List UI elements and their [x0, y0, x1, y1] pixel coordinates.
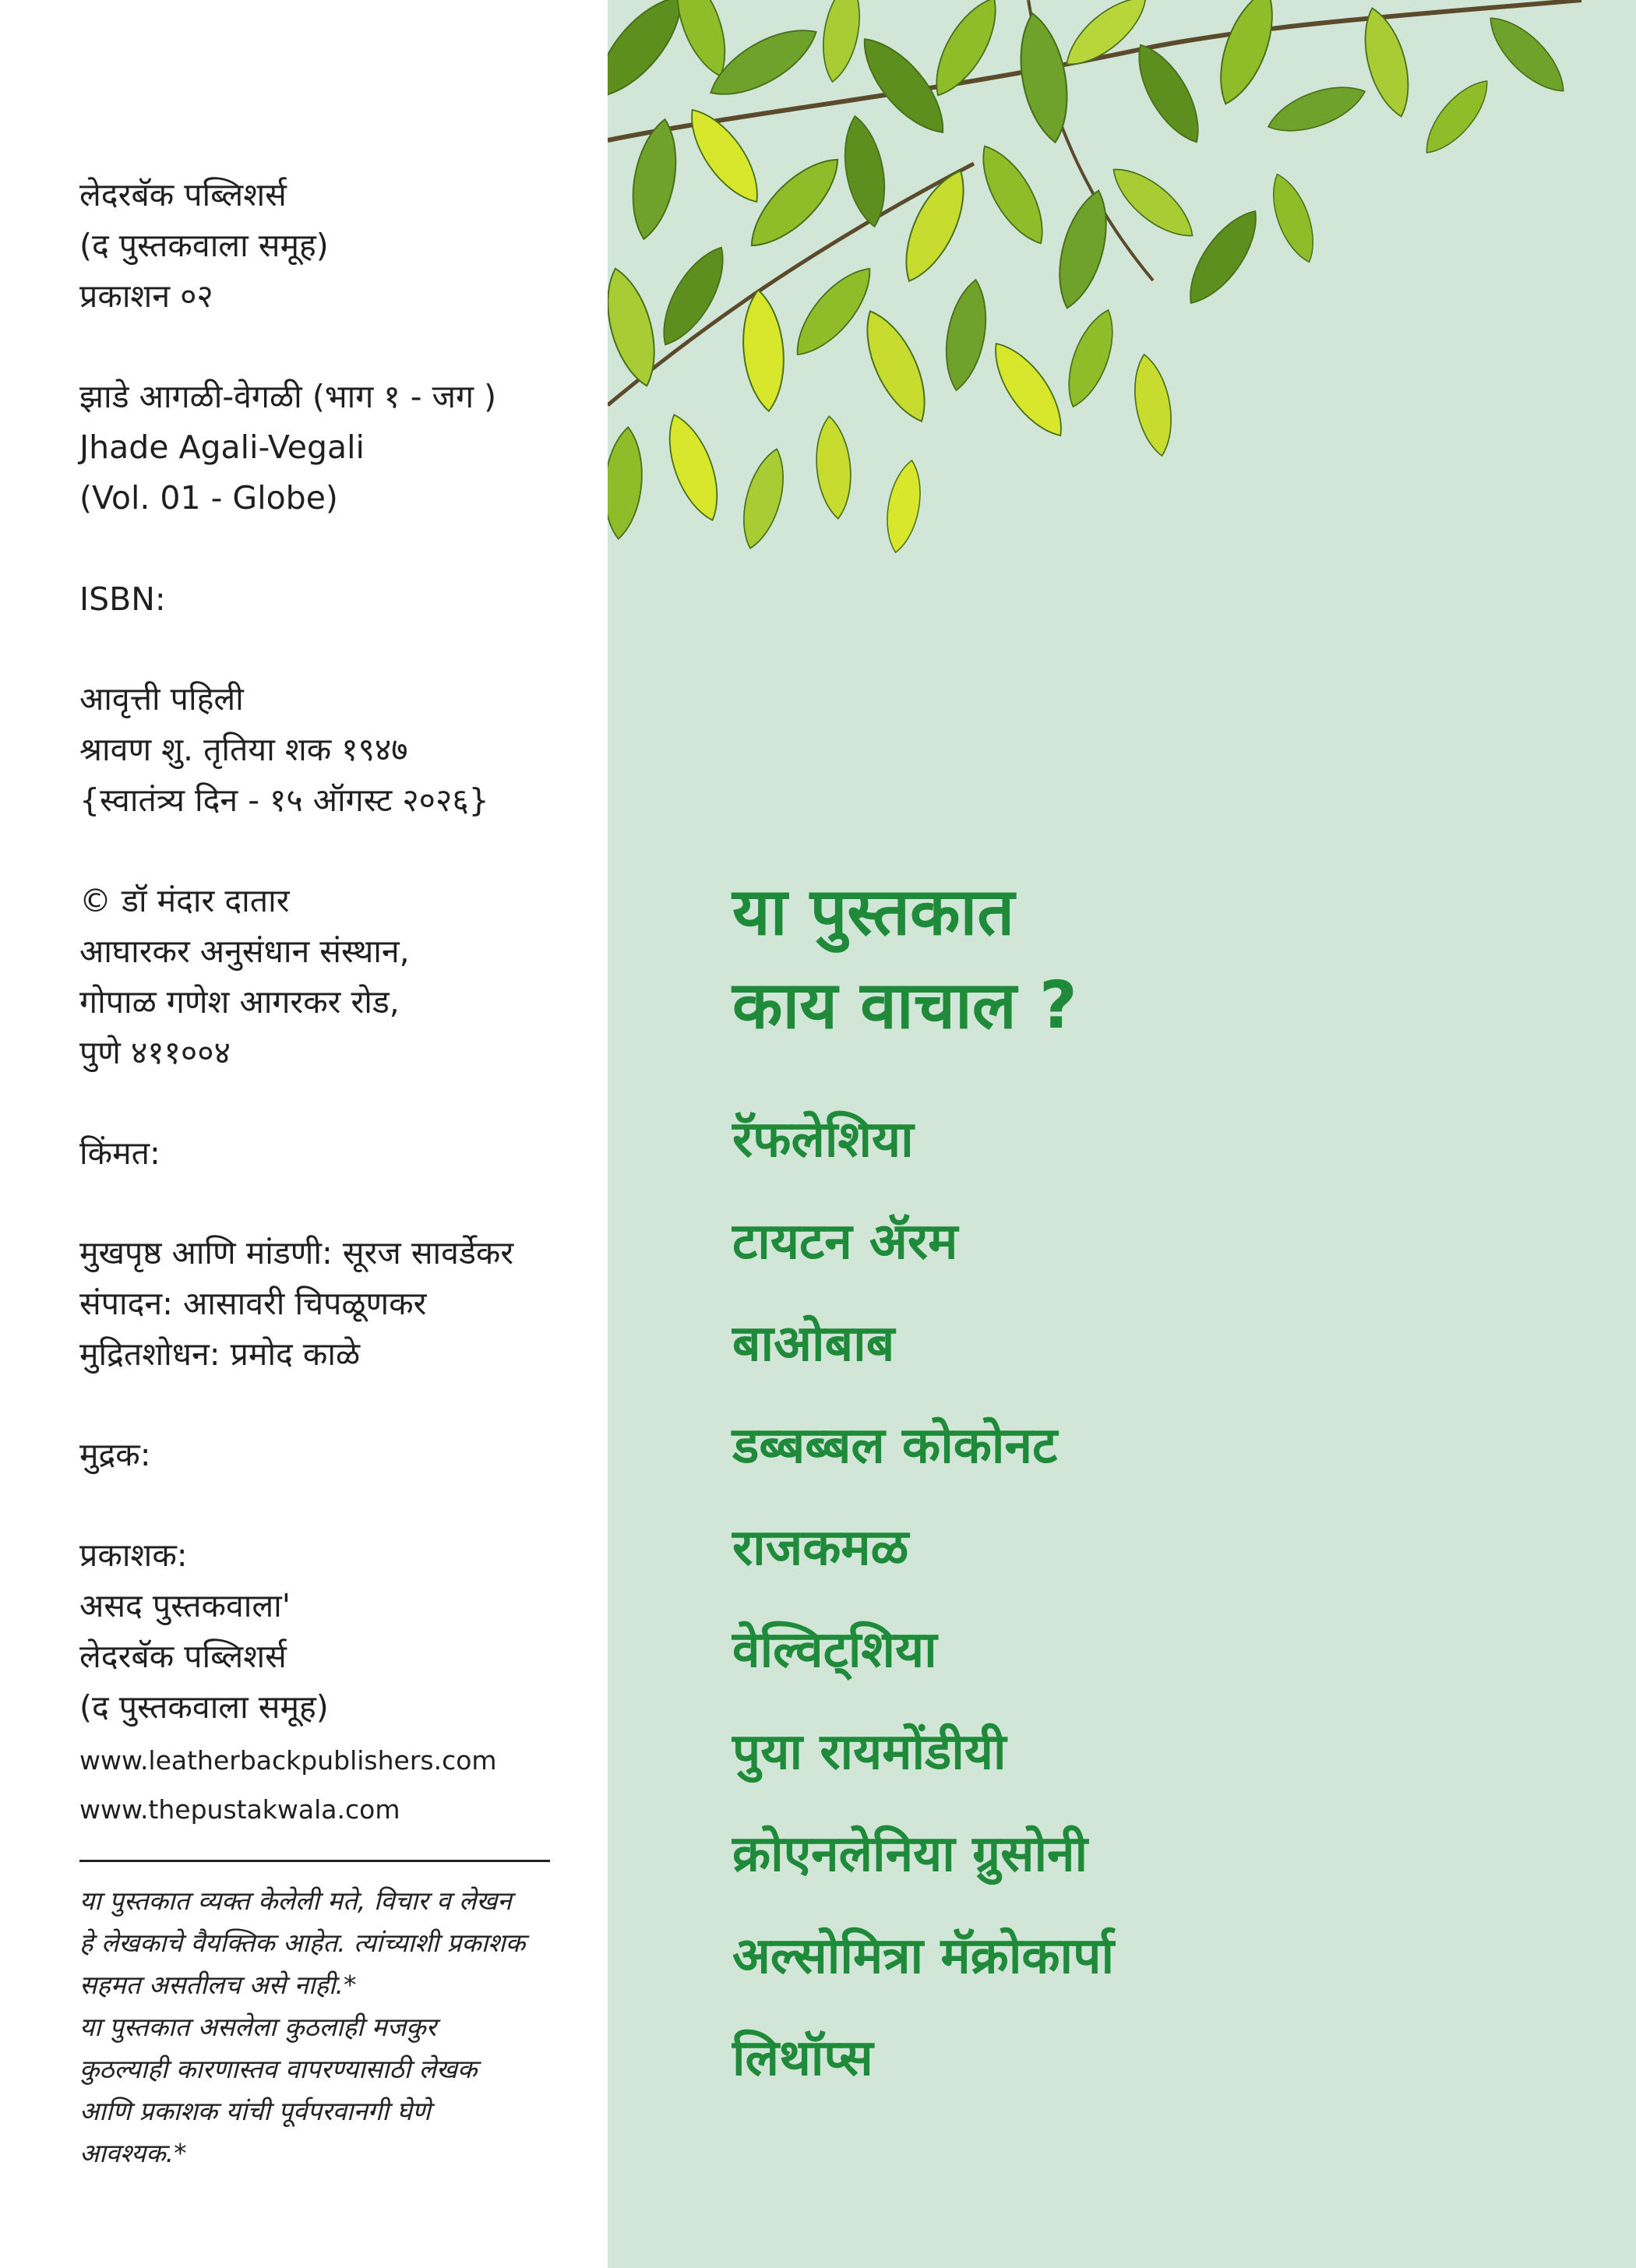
publisher-person: असद पुस्तकवाला' — [79, 1587, 291, 1624]
contents-heading: काय वाचाल ? — [732, 967, 1077, 1043]
contents-panel — [608, 0, 1636, 2268]
contents-item: राजकमळ — [732, 1519, 909, 1577]
contents-item: वेल्विट्शिया — [732, 1621, 937, 1679]
isbn-label: ISBN: — [79, 580, 166, 618]
publisher-label: प्रकाशक: — [79, 1536, 188, 1574]
contents-item: रॅफलेशिया — [732, 1111, 914, 1169]
volume-label: (Vol. 01 - Globe) — [79, 479, 338, 517]
contents-item: अल्सोमित्रा मॅक्रोकार्पा — [732, 1928, 1115, 1985]
disclaimer-line: या पुस्तकात व्यक्त केलेली मते, विचार व लेखन — [79, 1885, 512, 1916]
book-title-roman: Jhade Agali-Vegali — [79, 429, 365, 466]
proofreading-credit: मुद्रितशोधन: प्रमोद काळे — [79, 1335, 361, 1373]
disclaimer-line: आवश्यक.* — [79, 2138, 187, 2168]
publisher-name: लेदरबॅक पब्लिशर्स — [79, 176, 287, 213]
edition-label: आवृत्ती पहिली — [79, 680, 244, 718]
publisher-name-2: लेदरबॅक पब्लिशर्स — [79, 1638, 287, 1675]
disclaimer-line: सहमत असतीलच असे नाही.* — [79, 1970, 357, 2000]
publication-number: प्रकाशन ०२ — [79, 277, 213, 315]
imprint-column — [0, 0, 608, 2268]
contents-item: टायटन ॲरम — [732, 1213, 958, 1271]
disclaimer-line: कुठल्याही कारणास्तव वापरण्यासाठी लेखक — [79, 2054, 478, 2084]
contents-heading: या पुस्तकात — [732, 873, 1015, 950]
foliage-illustration — [608, 0, 1636, 561]
contents-item: डब्बब्बल कोकोनट — [732, 1417, 1058, 1475]
book-title-marathi: झाडे आगळी-वेगळी (भाग १ - जग ) — [79, 378, 497, 415]
contents-item: पुया रायमोंडीयी — [732, 1723, 1007, 1781]
address-line-2: गोपाळ गणेश आगरकर रोड, — [79, 983, 400, 1021]
website-link-1[interactable]: www.leatherbackpublishers.com — [79, 1745, 497, 1776]
leaf-cluster — [608, 0, 1581, 555]
cover-design-credit: मुखपृष्ठ आणि मांडणी: सूरज सावर्डेकर — [79, 1234, 514, 1272]
printer-label: मुद्रक: — [79, 1436, 151, 1473]
disclaimer-line: या पुस्तकात असलेला कुठलाही मजकुर — [79, 2012, 437, 2042]
contents-item: लिथॉप्स — [732, 2030, 873, 2087]
address-line-3: पुणे ४११००४ — [79, 1034, 231, 1071]
website-link-2[interactable]: www.thepustakwala.com — [79, 1794, 400, 1825]
edition-date: श्रावण शु. तृतिया शक १९४७ — [79, 731, 408, 768]
disclaimer-line: हे लेखकाचे वैयक्तिक आहेत. त्यांच्याशी प्रकाशक — [79, 1928, 526, 1958]
contents-item: क्रोएनलेनिया ग्रुसोनी — [732, 1825, 1088, 1883]
price-label: किंमत: — [79, 1134, 160, 1172]
disclaimer-line: आणि प्रकाशक यांची पूर्वपरवानगी घेणे — [79, 2096, 431, 2126]
publisher-group-2: (द पुस्तकवाला समूह) — [79, 1688, 329, 1726]
contents-item: बाओबाब — [732, 1315, 895, 1373]
editing-credit: संपादन: आसावरी चिपळूणकर — [79, 1285, 427, 1322]
copyright-holder: © डॉ मंदार दातार — [79, 882, 290, 919]
divider — [79, 1860, 550, 1862]
edition-occasion: {स्वातंत्र्य दिन - १५ ऑगस्ट २०२६} — [79, 781, 489, 819]
address-line-1: आघारकर अनुसंधान संस्थान, — [79, 933, 410, 970]
publisher-group: (द पुस्तकवाला समूह) — [79, 227, 329, 264]
